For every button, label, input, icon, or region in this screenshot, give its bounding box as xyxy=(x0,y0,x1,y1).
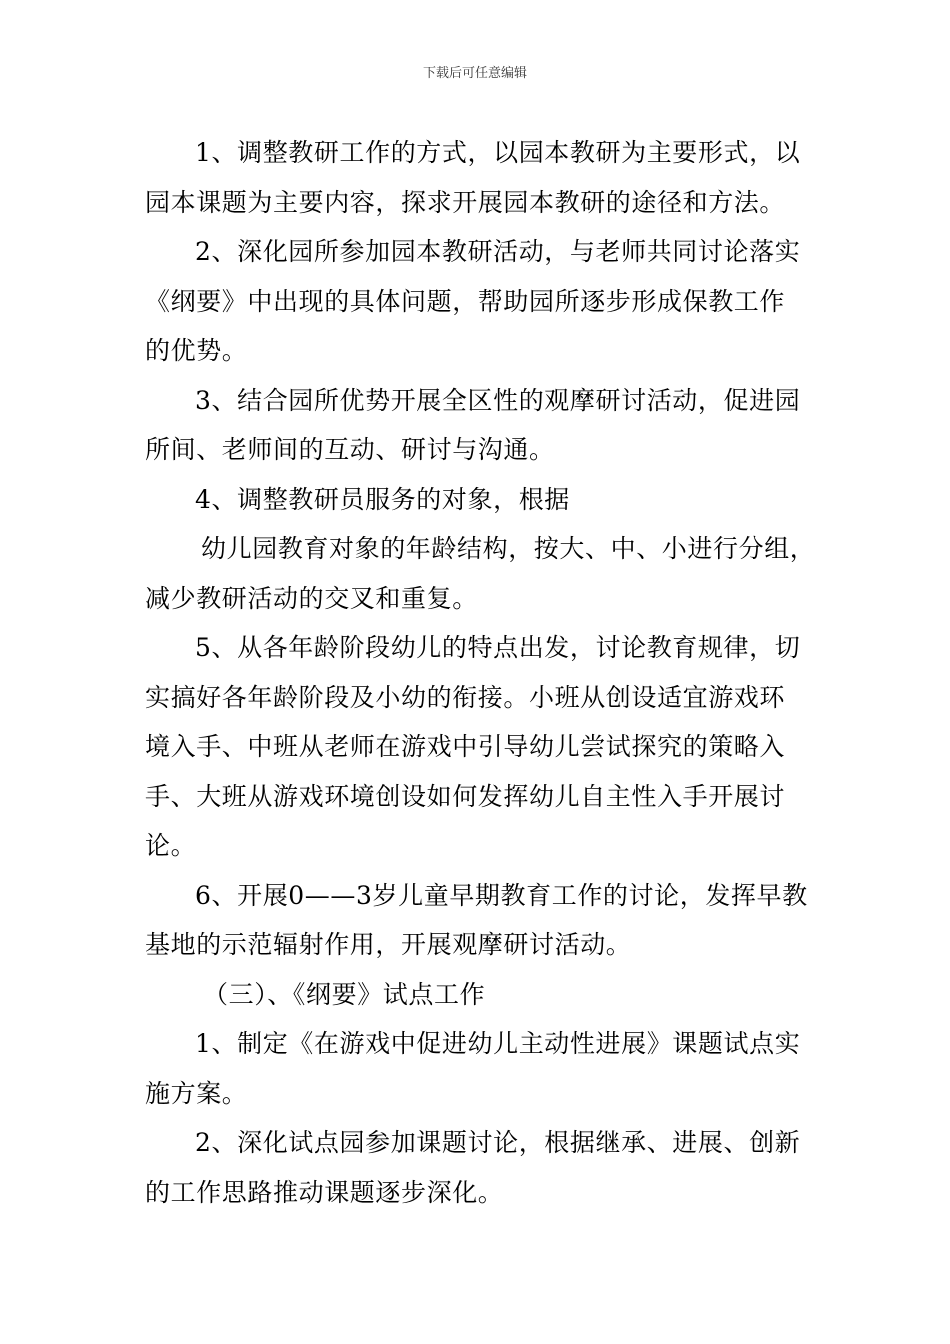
header-note: 下载后可任意编辑 xyxy=(422,66,527,81)
text-line: 5、从各年龄阶段幼儿的特点出发，讨论教育规律，切 xyxy=(195,633,801,662)
text-line: 6、开展0——3岁儿童早期教育工作的讨论，发挥早教 xyxy=(195,880,808,910)
text-line: 1、调整教研工作的方式，以园本教研为主要形式，以 xyxy=(195,138,801,167)
text-line: 论。 xyxy=(145,831,197,860)
text-line: 减少教研活动的交叉和重复。 xyxy=(145,583,478,613)
document-body xyxy=(145,128,816,1217)
text-line: 的优势。 xyxy=(145,336,248,365)
text-line: 所间、老师间的互动、研讨与沟通。 xyxy=(145,435,555,464)
text-line: 2、深化试点园参加课题讨论，根据继承、进展、创新 xyxy=(195,1128,801,1157)
text-line: 3、结合园所优势开展全区性的观摩研讨活动，促进园 xyxy=(195,385,801,415)
text-line: 实搞好各年龄阶段及小幼的衔接。小班从创设适宜游戏环 xyxy=(145,682,786,712)
text-line: 基地的示范辐射作用，开展观摩研讨活动。 xyxy=(145,930,632,959)
text-line: 4、调整教研员服务的对象，根据 xyxy=(195,484,570,514)
text-line: 施方案。 xyxy=(145,1078,248,1108)
text-line: 幼儿园教育对象的年龄结构，按大、中、小进行分组， xyxy=(201,534,816,563)
text-line: 园本课题为主要内容，探求开展园本教研的途径和方法。 xyxy=(145,187,786,217)
text-line: 2、深化园所参加园本教研活动，与老师共同讨论落实 xyxy=(195,237,801,266)
text-line: 手、大班从游戏环境创设如何发挥幼儿自主性入手开展讨 xyxy=(145,781,786,811)
text-line: 1、制定《在游戏中促进幼儿主动性进展》课题试点实 xyxy=(195,1029,801,1058)
text-line: 《纲要》中出现的具体问题，帮助园所逐步形成保教工作 xyxy=(145,286,786,316)
section-heading: （三）、《纲要》试点工作 xyxy=(203,979,486,1009)
text-line: 的工作思路推动课题逐步深化。 xyxy=(145,1177,504,1207)
text-line: 境入手、中班从老师在游戏中引导幼儿尝试探究的策略入 xyxy=(145,732,786,761)
